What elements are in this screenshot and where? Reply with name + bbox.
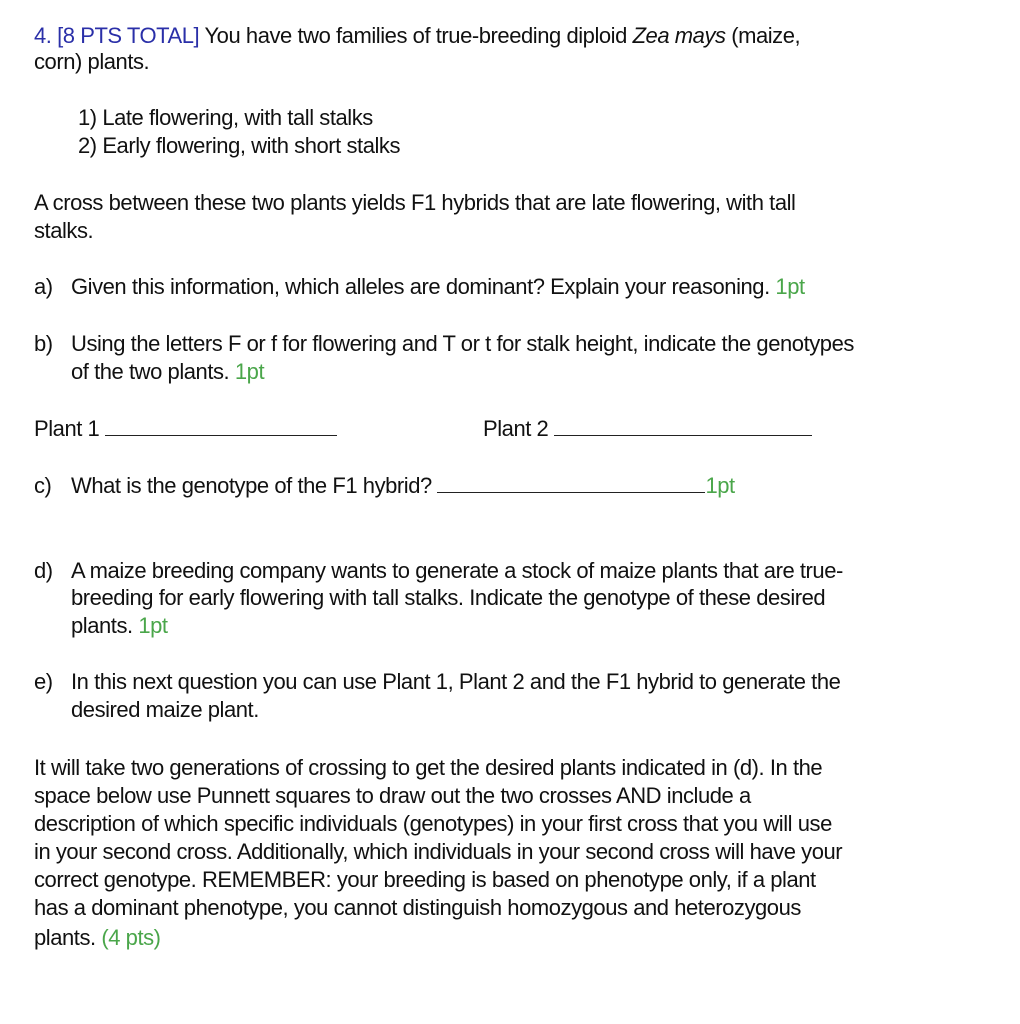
points: 1pt xyxy=(705,473,735,498)
family-1: 1) Late flowering, with tall stalks xyxy=(78,105,373,130)
intro-text: (maize, xyxy=(725,23,801,48)
family-2: 2) Early flowering, with short stalks xyxy=(78,133,401,158)
f1-answer-blank[interactable] xyxy=(437,474,705,493)
part-label: e) xyxy=(34,669,53,694)
final-line: description of which specific individuals (genotypes) in your first cross that you will use xyxy=(34,811,832,836)
intro-text: You have two families of true-breeding diploid xyxy=(199,23,633,48)
final-line: correct genotype. REMEMBER: your breeding is based on phenotype only, if a plant xyxy=(34,867,816,892)
points: (4 pts) xyxy=(101,925,161,950)
part-e-line-2: desired maize plant. xyxy=(71,697,259,722)
points: 1pt xyxy=(234,359,265,384)
plant-1-answer-blank[interactable] xyxy=(105,417,337,436)
plant-1-label: Plant 1 xyxy=(34,416,100,441)
final-line: in your second cross. Additionally, which individuals in your second cross will have your xyxy=(34,839,843,864)
final-line: It will take two generations of crossing to get the desired plants indicated in (d). In the xyxy=(34,755,823,780)
part-text: What is the genotype of the F1 hybrid? xyxy=(71,473,432,498)
part-label: d) xyxy=(34,558,53,583)
species-name: Zea mays xyxy=(632,23,726,48)
part-a xyxy=(34,274,805,300)
part-text: of the two plants. xyxy=(71,359,235,384)
plant-1-row xyxy=(34,416,337,442)
part-d-line-2: breeding for early flowering with tall stalks. Indicate the genotype of these desired xyxy=(71,585,826,610)
part-text: A maize breeding company wants to generate a stock of maize plants that are true- xyxy=(71,558,843,583)
final-line: has a dominant phenotype, you cannot distinguish homozygous and heterozygous xyxy=(34,895,801,920)
plant-2-row xyxy=(483,416,812,442)
points: 1pt xyxy=(775,274,805,299)
part-b-line-1 xyxy=(34,331,854,357)
cross-line-2: stalks. xyxy=(34,218,94,243)
final-line: space below use Punnett squares to draw out the two crosses AND include a xyxy=(34,783,751,808)
intro-line-2: corn) plants. xyxy=(34,49,150,74)
part-text: Given this information, which alleles are dominant? Explain your reasoning. xyxy=(71,274,776,299)
part-b-line-2 xyxy=(71,359,264,385)
cross-line-1: A cross between these two plants yields F1 hybrids that are late flowering, with tall xyxy=(34,190,796,215)
final-line-last xyxy=(34,925,161,951)
part-d-line-3 xyxy=(71,613,168,639)
part-label: b) xyxy=(34,331,53,356)
points: 1pt xyxy=(138,613,168,638)
part-d-line-1 xyxy=(34,558,843,584)
part-text: Using the letters F or f for flowering and T or t for stalk height, indicate the genotypes xyxy=(71,331,854,356)
part-label: c) xyxy=(34,473,52,498)
part-e-line-1 xyxy=(34,669,840,695)
intro-line-1 xyxy=(34,23,800,49)
final-text: plants. xyxy=(34,925,102,950)
part-text: plants. xyxy=(71,613,139,638)
part-label: a) xyxy=(34,274,53,299)
plant-2-label: Plant 2 xyxy=(483,416,549,441)
part-text: In this next question you can use Plant 1, Plant 2 and the F1 hybrid to generate the xyxy=(71,669,841,694)
points-total: 4. [8 PTS TOTAL] xyxy=(34,23,200,48)
plant-2-answer-blank[interactable] xyxy=(554,417,812,436)
part-c xyxy=(34,473,735,499)
